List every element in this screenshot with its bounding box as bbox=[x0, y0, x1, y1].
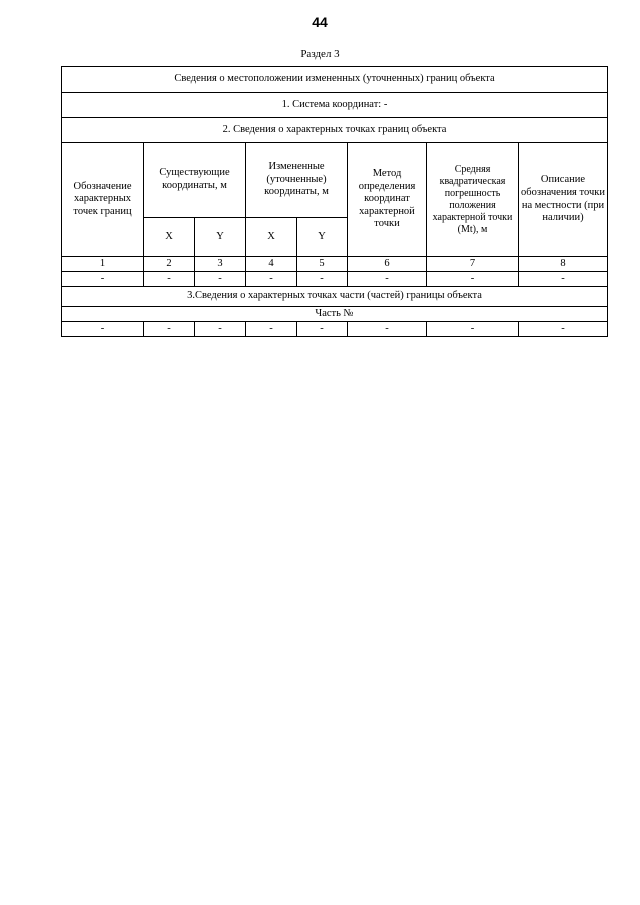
header-changed-y: Y bbox=[297, 218, 348, 257]
points-heading-row: 2. Сведения о характерных точках границ объекта bbox=[62, 118, 608, 143]
coord-system-row: 1. Система координат: - bbox=[62, 93, 608, 118]
column-number: 8 bbox=[519, 257, 608, 272]
table-cell: - bbox=[427, 272, 519, 287]
table-cell: - bbox=[348, 322, 427, 337]
header-existing-y: Y bbox=[195, 218, 246, 257]
column-number: 6 bbox=[348, 257, 427, 272]
table-row bbox=[62, 272, 608, 287]
part-label-row: Часть № bbox=[62, 307, 608, 322]
header-error: Средняя квадратическая погрешность положения характерной точки (Mt), м bbox=[427, 143, 519, 257]
table-cell: - bbox=[297, 322, 348, 337]
table-cell: - bbox=[246, 322, 297, 337]
header-description: Описание обозначения точки на местности (при наличии) bbox=[519, 143, 608, 257]
header-designation: Обозначение характерных точек границ bbox=[62, 143, 144, 257]
column-number: 2 bbox=[144, 257, 195, 272]
parts-heading-row: 3.Сведения о характерных точках части (частей) границы объекта bbox=[62, 287, 608, 307]
header-existing-coords: Существующие координаты, м bbox=[144, 143, 246, 218]
header-existing-x: X bbox=[144, 218, 195, 257]
section-label: Раздел 3 bbox=[300, 48, 340, 60]
table-cell: - bbox=[246, 272, 297, 287]
column-numbers-row bbox=[62, 257, 608, 272]
table-cell: - bbox=[297, 272, 348, 287]
table-row bbox=[62, 322, 608, 337]
boundary-table bbox=[61, 66, 608, 337]
column-number: 4 bbox=[246, 257, 297, 272]
table-cell: - bbox=[348, 272, 427, 287]
table-cell: - bbox=[519, 322, 608, 337]
table-cell: - bbox=[144, 322, 195, 337]
column-number: 1 bbox=[62, 257, 144, 272]
table-cell: - bbox=[62, 272, 144, 287]
header-changed-coords: Измененные (уточненные) координаты, м bbox=[246, 143, 348, 218]
table-cell: - bbox=[427, 322, 519, 337]
column-number: 3 bbox=[195, 257, 246, 272]
column-number: 7 bbox=[427, 257, 519, 272]
table-cell: - bbox=[195, 272, 246, 287]
header-changed-x: X bbox=[246, 218, 297, 257]
table-cell: - bbox=[62, 322, 144, 337]
column-number: 5 bbox=[297, 257, 348, 272]
table-cell: - bbox=[519, 272, 608, 287]
table-title: Сведения о местоположении измененных (уточненных) границ объекта bbox=[62, 67, 608, 93]
table-cell: - bbox=[195, 322, 246, 337]
table-cell: - bbox=[144, 272, 195, 287]
page-number: 44 bbox=[312, 14, 328, 30]
header-method: Метод определения координат характерной точки bbox=[348, 143, 427, 257]
